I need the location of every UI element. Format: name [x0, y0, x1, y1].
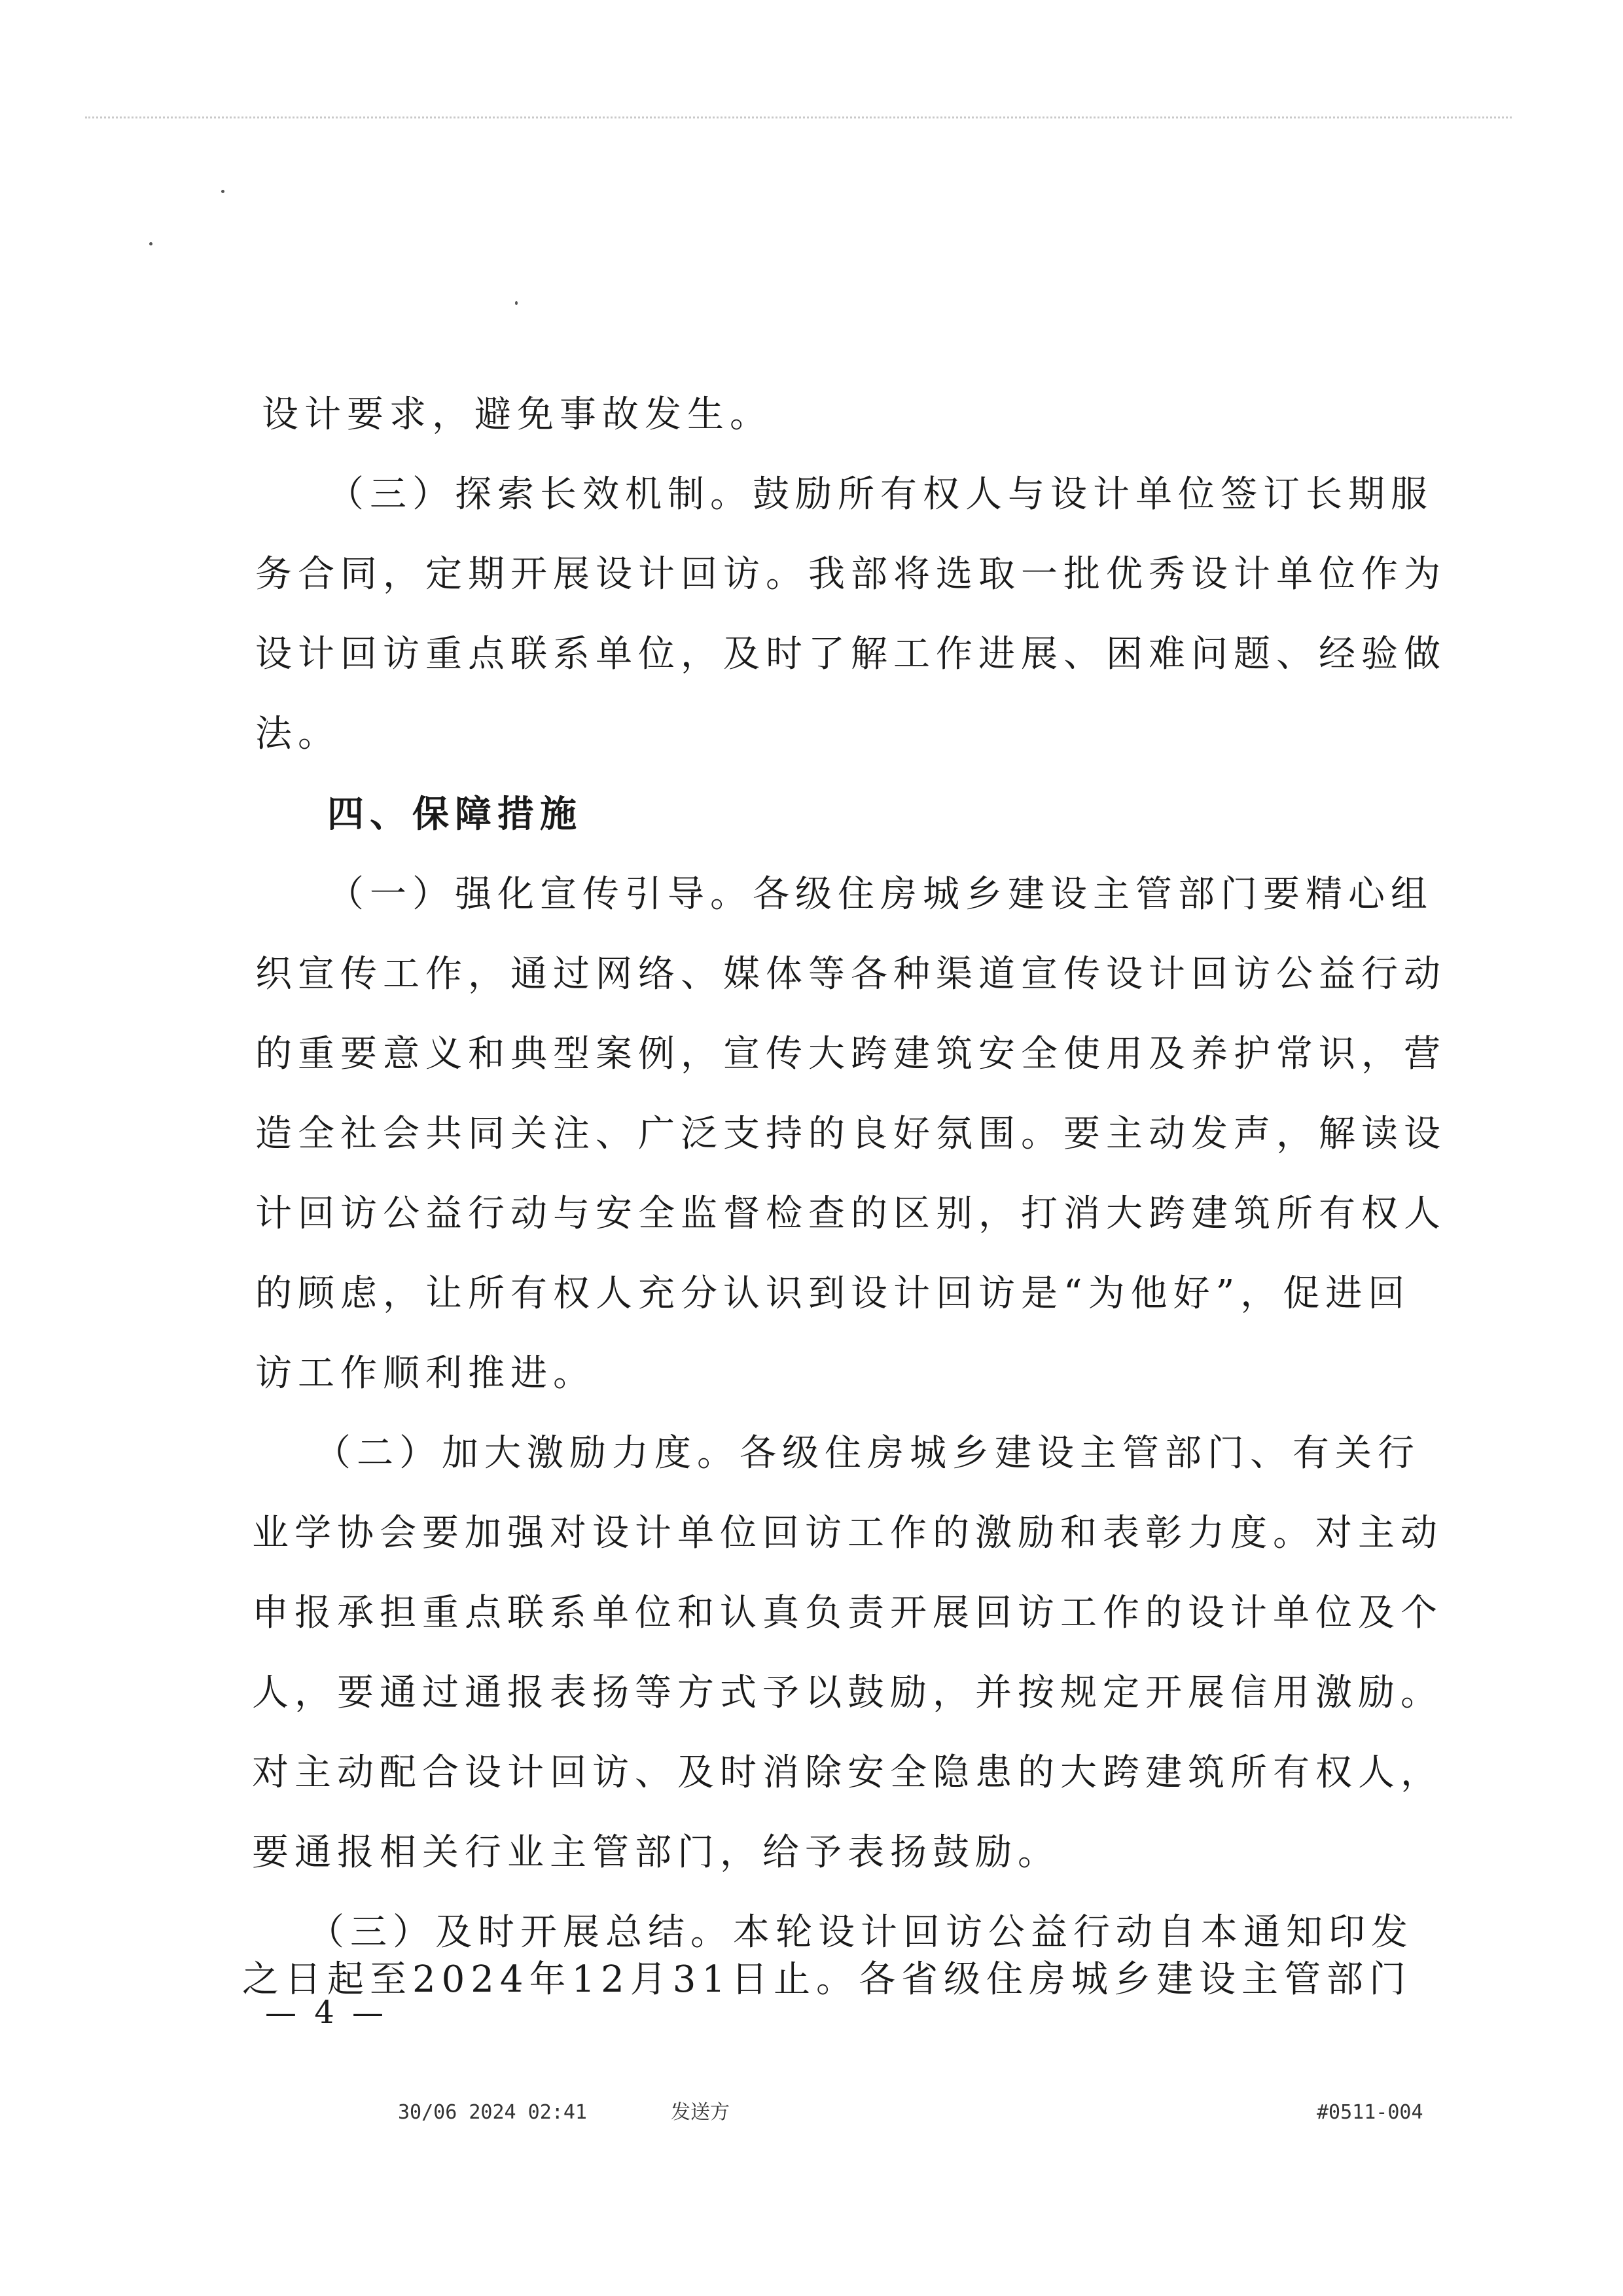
body-line: 之日起至2024年12月31日止。各省级住房城乡建设主管部门	[242, 1958, 1412, 2001]
body-line: 设计要求，避免事故发生。	[262, 393, 772, 436]
body-line: 人，要通过通报表扬等方式予以鼓励，并按规定开展信用激励。	[252, 1672, 1443, 1714]
fax-job-id: #0511-004	[1317, 2101, 1423, 2124]
body-line: （一）强化宣传引导。各级住房城乡建设主管部门要精心组	[327, 873, 1433, 916]
body-line: 的重要意义和典型案例，宣传大跨建筑安全使用及养护常识，营	[255, 1033, 1446, 1075]
page-number: — 4 —	[265, 1994, 388, 2031]
body-line: （三）探索长效机制。鼓励所有权人与设计单位签订长期服	[327, 473, 1433, 516]
body-line: 计回访公益行动与安全监督检查的区别，打消大跨建筑所有权人	[255, 1193, 1446, 1235]
body-line: 造全社会共同关注、广泛支持的良好氛围。要主动发声，解读设	[255, 1113, 1446, 1155]
body-line: 要通报相关行业主管部门，给予表扬鼓励。	[252, 1831, 1060, 1874]
body-line: 务合同，定期开展设计回访。我部将选取一批优秀设计单位作为	[255, 553, 1446, 596]
scan-top-rule	[85, 117, 1512, 118]
scan-speck	[515, 301, 518, 305]
fax-timestamp: 30/06 2024 02:41	[398, 2101, 587, 2124]
scan-speck	[149, 242, 152, 245]
body-line: 织宣传工作，通过网络、媒体等各种渠道宣传设计回访公益行动	[255, 953, 1446, 996]
fax-sender: 发送方	[671, 2101, 730, 2124]
body-line: 设计回访重点联系单位，及时了解工作进展、困难问题、经验做	[255, 633, 1446, 675]
body-line: 申报承担重点联系单位和认真负责开展回访工作的设计单位及个	[252, 1592, 1443, 1634]
scan-speck	[221, 190, 224, 193]
body-line: 业学协会要加强对设计单位回访工作的激励和表彰力度。对主动	[252, 1512, 1443, 1554]
section-heading: 四、保障措施	[327, 793, 582, 836]
body-line: 的顾虑，让所有权人充分认识到设计回访是“为他好”，促进回	[255, 1272, 1411, 1315]
body-line: 法。	[255, 713, 340, 755]
body-line: （二）加大激励力度。各级住房城乡建设主管部门、有关行	[314, 1432, 1420, 1475]
body-line: （三）及时开展总结。本轮设计回访公益行动自本通知印发	[308, 1911, 1414, 1954]
body-line: 对主动配合设计回访、及时消除安全隐患的大跨建筑所有权人，	[252, 1751, 1443, 1794]
body-line: 访工作顺利推进。	[255, 1352, 596, 1395]
